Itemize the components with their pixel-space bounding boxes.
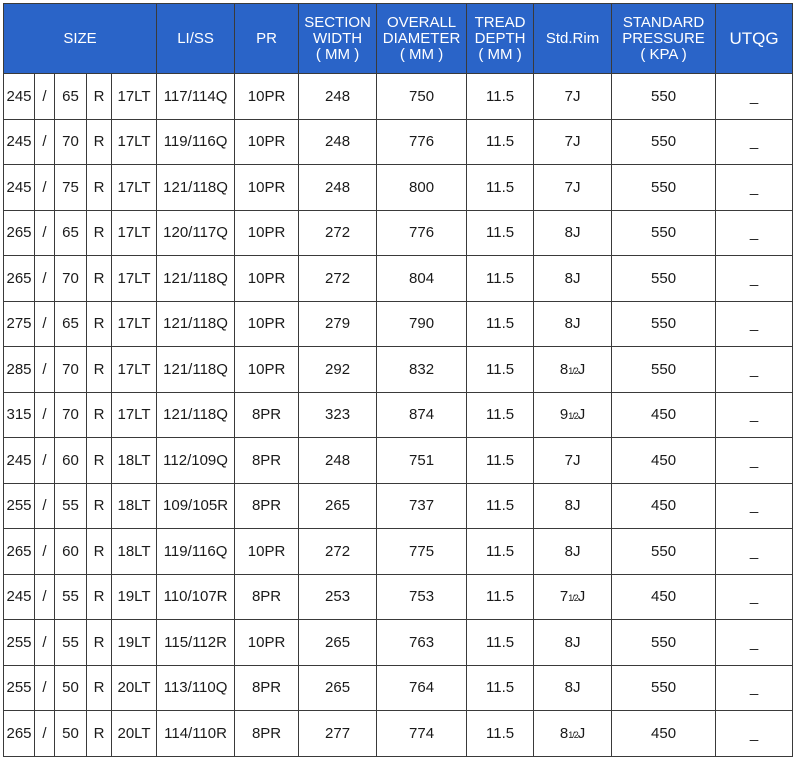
std-rim-value: 8J — [564, 633, 581, 651]
cell-std-rim — [534, 165, 612, 211]
cell-std-rim — [534, 620, 612, 666]
cell-width: 285 — [4, 347, 35, 393]
cell-width: 265 — [4, 210, 35, 256]
cell-section-width: 265 — [299, 483, 377, 529]
cell-section-width: 265 — [299, 665, 377, 711]
table-row — [4, 529, 793, 575]
cell-construction: R — [87, 347, 112, 393]
cell-construction: R — [87, 665, 112, 711]
cell-construction: R — [87, 711, 112, 757]
cell-load-speed-index: 110/107R — [157, 574, 235, 620]
cell-construction: R — [87, 256, 112, 302]
cell-utqg — [716, 301, 793, 347]
std-rim-fraction: 1/2 — [568, 411, 578, 422]
cell-width: 265 — [4, 529, 35, 575]
cell-separator: / — [35, 119, 55, 165]
table-row — [4, 256, 793, 302]
cell-overall-diameter: 874 — [377, 392, 467, 438]
cell-rim-diameter: 20LT — [112, 665, 157, 711]
cell-rim-diameter: 18LT — [112, 483, 157, 529]
table-row — [4, 119, 793, 165]
cell-standard-pressure: 550 — [612, 665, 716, 711]
cell-width: 255 — [4, 665, 35, 711]
table-body — [4, 74, 793, 757]
std-rim-value: 8J — [564, 269, 581, 287]
cell-aspect-ratio: 70 — [55, 392, 87, 438]
table-row — [4, 392, 793, 438]
cell-aspect-ratio: 65 — [55, 301, 87, 347]
std-rim-value: 7J — [564, 133, 581, 151]
cell-aspect-ratio: 60 — [55, 529, 87, 575]
cell-std-rim — [534, 665, 612, 711]
cell-separator: / — [35, 665, 55, 711]
cell-tread-depth: 11.5 — [467, 119, 534, 165]
cell-standard-pressure: 550 — [612, 301, 716, 347]
cell-utqg — [716, 256, 793, 302]
cell-separator: / — [35, 301, 55, 347]
cell-load-speed-index: 117/114Q — [157, 74, 235, 120]
cell-rim-diameter: 17LT — [112, 119, 157, 165]
cell-separator: / — [35, 74, 55, 120]
header-line: ( MM ) — [399, 45, 444, 63]
header-utqg: UTQG — [716, 4, 793, 74]
table-row — [4, 665, 793, 711]
cell-width: 315 — [4, 392, 35, 438]
cell-section-width: 323 — [299, 392, 377, 438]
cell-standard-pressure: 450 — [612, 483, 716, 529]
header-line: WIDTH — [312, 29, 363, 47]
cell-ply-rating: 8PR — [235, 665, 299, 711]
cell-section-width: 265 — [299, 620, 377, 666]
cell-aspect-ratio: 75 — [55, 165, 87, 211]
header-line: STANDARD — [622, 13, 705, 31]
utqg-value: _ — [749, 133, 759, 151]
cell-load-speed-index: 121/118Q — [157, 392, 235, 438]
cell-width: 275 — [4, 301, 35, 347]
std-rim-fraction: 1/2 — [568, 365, 578, 376]
std-rim-value: 8J — [564, 679, 581, 697]
cell-utqg — [716, 392, 793, 438]
cell-separator: / — [35, 256, 55, 302]
cell-aspect-ratio: 50 — [55, 665, 87, 711]
utqg-value: _ — [749, 406, 759, 424]
header-line: ( MM ) — [478, 45, 522, 63]
cell-std-rim — [534, 392, 612, 438]
cell-section-width: 272 — [299, 529, 377, 575]
cell-ply-rating: 8PR — [235, 392, 299, 438]
header-standard-pressure — [612, 4, 716, 74]
std-rim-fraction: 1/2 — [568, 729, 578, 740]
cell-standard-pressure: 550 — [612, 119, 716, 165]
cell-separator: / — [35, 574, 55, 620]
header-pr: PR — [235, 4, 299, 74]
table-row — [4, 347, 793, 393]
utqg-value: _ — [749, 224, 759, 242]
cell-standard-pressure: 550 — [612, 529, 716, 575]
cell-aspect-ratio: 55 — [55, 574, 87, 620]
header-line: DEPTH — [474, 29, 526, 47]
cell-standard-pressure: 550 — [612, 165, 716, 211]
cell-tread-depth: 11.5 — [467, 165, 534, 211]
std-rim-value: 7J — [564, 87, 581, 105]
std-rim-suffix: J — [577, 588, 586, 606]
cell-utqg — [716, 483, 793, 529]
cell-tread-depth: 11.5 — [467, 574, 534, 620]
cell-aspect-ratio: 55 — [55, 483, 87, 529]
cell-overall-diameter: 750 — [377, 74, 467, 120]
cell-overall-diameter: 751 — [377, 438, 467, 484]
utqg-value: _ — [749, 451, 759, 469]
cell-tread-depth: 11.5 — [467, 665, 534, 711]
cell-construction: R — [87, 301, 112, 347]
cell-load-speed-index: 121/118Q — [157, 256, 235, 302]
std-rim-value: 7J — [564, 451, 581, 469]
cell-width: 245 — [4, 119, 35, 165]
utqg-value: _ — [749, 497, 759, 515]
cell-utqg — [716, 347, 793, 393]
cell-construction: R — [87, 438, 112, 484]
cell-construction: R — [87, 483, 112, 529]
table-row — [4, 483, 793, 529]
cell-separator: / — [35, 210, 55, 256]
cell-construction: R — [87, 165, 112, 211]
table-row — [4, 574, 793, 620]
header-overall-diameter — [377, 4, 467, 74]
cell-ply-rating: 10PR — [235, 620, 299, 666]
cell-tread-depth: 11.5 — [467, 256, 534, 302]
cell-section-width: 277 — [299, 711, 377, 757]
std-rim-suffix: J — [577, 724, 586, 742]
cell-load-speed-index: 115/112R — [157, 620, 235, 666]
header-tread-depth — [467, 4, 534, 74]
cell-utqg — [716, 74, 793, 120]
header-line: ( KPA ) — [640, 45, 687, 63]
cell-standard-pressure: 550 — [612, 256, 716, 302]
cell-ply-rating: 10PR — [235, 347, 299, 393]
cell-construction: R — [87, 119, 112, 165]
cell-std-rim — [534, 529, 612, 575]
cell-ply-rating: 10PR — [235, 119, 299, 165]
cell-load-speed-index: 109/105R — [157, 483, 235, 529]
cell-separator: / — [35, 529, 55, 575]
cell-overall-diameter: 737 — [377, 483, 467, 529]
std-rim-suffix: J — [577, 406, 586, 424]
cell-section-width: 272 — [299, 256, 377, 302]
header-li-ss: LI/SS — [157, 4, 235, 74]
cell-tread-depth: 11.5 — [467, 74, 534, 120]
cell-aspect-ratio: 65 — [55, 210, 87, 256]
cell-overall-diameter: 763 — [377, 620, 467, 666]
header-line: OVERALL — [386, 13, 457, 31]
cell-aspect-ratio: 70 — [55, 119, 87, 165]
cell-aspect-ratio: 55 — [55, 620, 87, 666]
cell-separator: / — [35, 165, 55, 211]
cell-overall-diameter: 832 — [377, 347, 467, 393]
cell-rim-diameter: 17LT — [112, 210, 157, 256]
cell-construction: R — [87, 574, 112, 620]
std-rim-value: 8J — [564, 315, 581, 333]
cell-std-rim — [534, 210, 612, 256]
cell-std-rim — [534, 574, 612, 620]
utqg-value: _ — [749, 588, 759, 606]
cell-aspect-ratio: 65 — [55, 74, 87, 120]
tire-spec-table — [3, 3, 793, 757]
std-rim-value: 7 — [559, 588, 569, 606]
cell-rim-diameter: 18LT — [112, 529, 157, 575]
std-rim-value: 8J — [564, 224, 581, 242]
cell-ply-rating: 8PR — [235, 438, 299, 484]
utqg-value: _ — [749, 679, 759, 697]
cell-std-rim — [534, 347, 612, 393]
cell-utqg — [716, 665, 793, 711]
cell-utqg — [716, 119, 793, 165]
cell-rim-diameter: 20LT — [112, 711, 157, 757]
cell-standard-pressure: 550 — [612, 620, 716, 666]
table-row — [4, 711, 793, 757]
cell-std-rim — [534, 483, 612, 529]
cell-rim-diameter: 17LT — [112, 347, 157, 393]
cell-rim-diameter: 17LT — [112, 74, 157, 120]
cell-tread-depth: 11.5 — [467, 392, 534, 438]
cell-width: 255 — [4, 620, 35, 666]
cell-section-width: 248 — [299, 165, 377, 211]
utqg-value: _ — [749, 633, 759, 651]
cell-load-speed-index: 113/110Q — [157, 665, 235, 711]
cell-standard-pressure: 550 — [612, 74, 716, 120]
cell-tread-depth: 11.5 — [467, 347, 534, 393]
cell-ply-rating: 10PR — [235, 256, 299, 302]
cell-rim-diameter: 17LT — [112, 301, 157, 347]
cell-std-rim — [534, 711, 612, 757]
cell-section-width: 248 — [299, 438, 377, 484]
cell-load-speed-index: 114/110R — [157, 711, 235, 757]
cell-standard-pressure: 450 — [612, 438, 716, 484]
cell-tread-depth: 11.5 — [467, 529, 534, 575]
cell-rim-diameter: 19LT — [112, 574, 157, 620]
std-rim-value: 8J — [564, 497, 581, 515]
utqg-value: _ — [749, 269, 759, 287]
cell-overall-diameter: 764 — [377, 665, 467, 711]
cell-utqg — [716, 620, 793, 666]
cell-load-speed-index: 120/117Q — [157, 210, 235, 256]
table-row — [4, 301, 793, 347]
header-line: ( MM ) — [315, 45, 360, 63]
cell-standard-pressure: 450 — [612, 392, 716, 438]
std-rim-value: 9 — [559, 406, 569, 424]
cell-construction: R — [87, 74, 112, 120]
cell-section-width: 292 — [299, 347, 377, 393]
cell-ply-rating: 10PR — [235, 301, 299, 347]
table-row — [4, 620, 793, 666]
cell-utqg — [716, 529, 793, 575]
cell-std-rim — [534, 119, 612, 165]
cell-construction: R — [87, 210, 112, 256]
std-rim-value: 7J — [564, 178, 581, 196]
table-row — [4, 165, 793, 211]
utqg-value: _ — [749, 315, 759, 333]
cell-width: 245 — [4, 574, 35, 620]
cell-utqg — [716, 438, 793, 484]
cell-overall-diameter: 790 — [377, 301, 467, 347]
cell-aspect-ratio: 70 — [55, 347, 87, 393]
cell-std-rim — [534, 74, 612, 120]
table-row — [4, 438, 793, 484]
cell-aspect-ratio: 70 — [55, 256, 87, 302]
utqg-value: _ — [749, 360, 759, 378]
table-header — [4, 4, 793, 74]
header-line: TREAD — [474, 13, 526, 31]
cell-overall-diameter: 774 — [377, 711, 467, 757]
header-std-rim: Std.Rim — [534, 4, 612, 74]
cell-width: 265 — [4, 711, 35, 757]
cell-aspect-ratio: 50 — [55, 711, 87, 757]
cell-separator: / — [35, 438, 55, 484]
cell-rim-diameter: 19LT — [112, 620, 157, 666]
cell-standard-pressure: 450 — [612, 574, 716, 620]
cell-ply-rating: 8PR — [235, 574, 299, 620]
cell-section-width: 272 — [299, 210, 377, 256]
cell-ply-rating: 8PR — [235, 711, 299, 757]
table-row — [4, 74, 793, 120]
std-rim-value: 8J — [564, 542, 581, 560]
cell-section-width: 248 — [299, 74, 377, 120]
cell-standard-pressure: 450 — [612, 711, 716, 757]
cell-separator: / — [35, 483, 55, 529]
table-row — [4, 210, 793, 256]
cell-utqg — [716, 210, 793, 256]
cell-ply-rating: 8PR — [235, 483, 299, 529]
std-rim-suffix: J — [577, 360, 586, 378]
cell-tread-depth: 11.5 — [467, 483, 534, 529]
header-line: SECTION — [304, 13, 371, 31]
cell-separator: / — [35, 347, 55, 393]
cell-utqg — [716, 711, 793, 757]
cell-separator: / — [35, 392, 55, 438]
header-line: DIAMETER — [382, 29, 461, 47]
cell-tread-depth: 11.5 — [467, 620, 534, 666]
cell-overall-diameter: 753 — [377, 574, 467, 620]
cell-overall-diameter: 776 — [377, 210, 467, 256]
cell-tread-depth: 11.5 — [467, 210, 534, 256]
cell-width: 245 — [4, 74, 35, 120]
cell-load-speed-index: 121/118Q — [157, 301, 235, 347]
cell-ply-rating: 10PR — [235, 165, 299, 211]
utqg-value: _ — [749, 178, 759, 196]
header-section-width — [299, 4, 377, 74]
utqg-value: _ — [749, 724, 759, 742]
header-size: SIZE — [4, 4, 157, 74]
cell-rim-diameter: 18LT — [112, 438, 157, 484]
cell-width: 245 — [4, 438, 35, 484]
std-rim-value: 8 — [559, 724, 569, 742]
utqg-value: _ — [749, 87, 759, 105]
cell-tread-depth: 11.5 — [467, 711, 534, 757]
std-rim-value: 8 — [559, 360, 569, 378]
header-line: PRESSURE — [622, 29, 705, 47]
cell-overall-diameter: 800 — [377, 165, 467, 211]
cell-load-speed-index: 112/109Q — [157, 438, 235, 484]
cell-aspect-ratio: 60 — [55, 438, 87, 484]
cell-rim-diameter: 17LT — [112, 256, 157, 302]
cell-section-width: 279 — [299, 301, 377, 347]
cell-overall-diameter: 776 — [377, 119, 467, 165]
cell-rim-diameter: 17LT — [112, 165, 157, 211]
cell-separator: / — [35, 620, 55, 666]
cell-load-speed-index: 121/118Q — [157, 165, 235, 211]
cell-load-speed-index: 119/116Q — [157, 529, 235, 575]
cell-utqg — [716, 165, 793, 211]
cell-overall-diameter: 804 — [377, 256, 467, 302]
cell-tread-depth: 11.5 — [467, 301, 534, 347]
cell-width: 255 — [4, 483, 35, 529]
cell-width: 245 — [4, 165, 35, 211]
cell-width: 265 — [4, 256, 35, 302]
cell-construction: R — [87, 620, 112, 666]
cell-section-width: 253 — [299, 574, 377, 620]
utqg-value: _ — [749, 542, 759, 560]
cell-section-width: 248 — [299, 119, 377, 165]
cell-std-rim — [534, 438, 612, 484]
std-rim-fraction: 1/2 — [568, 593, 578, 604]
cell-construction: R — [87, 392, 112, 438]
cell-ply-rating: 10PR — [235, 529, 299, 575]
cell-overall-diameter: 775 — [377, 529, 467, 575]
cell-load-speed-index: 121/118Q — [157, 347, 235, 393]
cell-rim-diameter: 17LT — [112, 392, 157, 438]
cell-std-rim — [534, 256, 612, 302]
cell-standard-pressure: 550 — [612, 210, 716, 256]
cell-ply-rating: 10PR — [235, 210, 299, 256]
cell-load-speed-index: 119/116Q — [157, 119, 235, 165]
cell-construction: R — [87, 529, 112, 575]
cell-utqg — [716, 574, 793, 620]
cell-standard-pressure: 550 — [612, 347, 716, 393]
cell-ply-rating: 10PR — [235, 74, 299, 120]
cell-separator: / — [35, 711, 55, 757]
cell-tread-depth: 11.5 — [467, 438, 534, 484]
cell-std-rim — [534, 301, 612, 347]
